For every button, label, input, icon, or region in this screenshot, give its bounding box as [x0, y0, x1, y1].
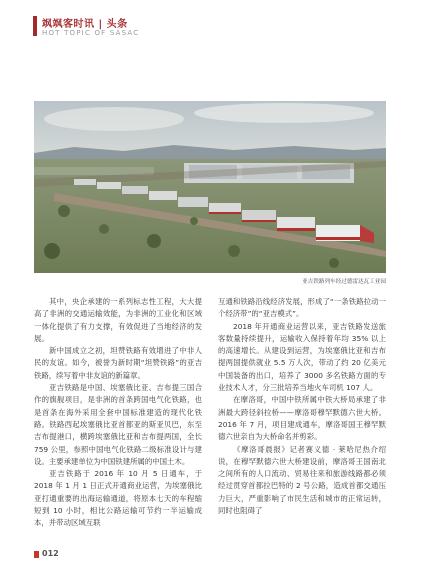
paragraph: 互通和铁路沿线经济发展，形成了“一条铁路拉动一个经济带”的“亚吉模式”。 [218, 297, 386, 319]
header-subtitle: HOT TOPIC OF SASAC [42, 29, 140, 37]
page-number: 012 [42, 549, 59, 558]
article-column-right [218, 296, 386, 517]
photo-caption: 亚吉铁路列车经过德雷达瓦工业园 [302, 279, 386, 285]
train-photo [34, 101, 386, 273]
paragraph: 亚吉铁路是中国、埃塞俄比亚、吉布提三国合作的旗舰项目，是非洲的首条跨国电气化铁路，也是首条在海外采用全套中国标准建造的现代化铁路。铁路西起埃塞俄比亚首都亚的斯亚贝巴，东至吉布提港口，横跨埃塞俄比亚和吉布提两国，全长 759 公里，参照中国电气化铁路二级标准设计与建设。主要承建单位为中国铁建所属的中国土木。 [34, 383, 202, 466]
paragraph: 《摩洛哥晨报》记者赛义德 · 莱哈尼热介绍说，在穆罕默德六世大桥建设前，摩洛哥王国南北之间所有的人口流动、贸易往来和旅游线路都必须经过贯穿首都拉巴特的 2 号公路，造成首都交通压力巨大，严重影响了市民生活和城市的正常运转，同时也阻碍了 [218, 444, 386, 516]
paragraph: 其中，央企承建的一系列标志性工程，大大提高了非洲的交通运输效能，为非洲的工业化和区域一体化提供了有力支撑，有效促进了当地经济的发展。 [34, 297, 202, 343]
header-accent-bar [33, 16, 37, 36]
paragraph: 在摩洛哥，中国中铁所属中铁大桥局承建了非洲最大跨径斜拉桥——摩洛哥穆罕默德六世大桥。2016 年 7 月，项目建成通车，摩洛哥国王穆罕默德六世亲自为大桥命名并剪彩。 [218, 395, 386, 442]
header-title: 飒飒客时讯 | 头条 [42, 19, 128, 30]
article-column-left [34, 296, 202, 530]
paragraph: 2018 年开通商业运营以来，亚吉铁路发送旅客数量持续提升，运输收入保持着年均 35% 以上的高速增长。从建设到运营，为埃塞俄比亚和吉布提两国提供就业 5.5 万人次，带动了约 20 亿美元中国装备的出口，培养了 3000 多名铁路方面的专业技术人才，分三批培养当地火车司机 107 人。 [218, 321, 386, 393]
paragraph: 亚吉铁路于 2016 年 10 月 5 日通车，于 2018 年 1 月 1 日正式开通商业运营，为埃塞俄比亚打通重要的出海运输通道，将原本七天的车程缩短到 10 小时，相比公路运输可节约一半运输成本，并带动区域互联 [34, 469, 202, 528]
page-header [33, 14, 393, 42]
paragraph: 新中国成立之初，坦赞铁路有效增进了中非人民的友谊。如今，被誉为新时期“坦赞铁路”的亚吉铁路，续写着中非友谊的新篇章。 [34, 346, 202, 380]
footer-accent-box [34, 551, 39, 558]
